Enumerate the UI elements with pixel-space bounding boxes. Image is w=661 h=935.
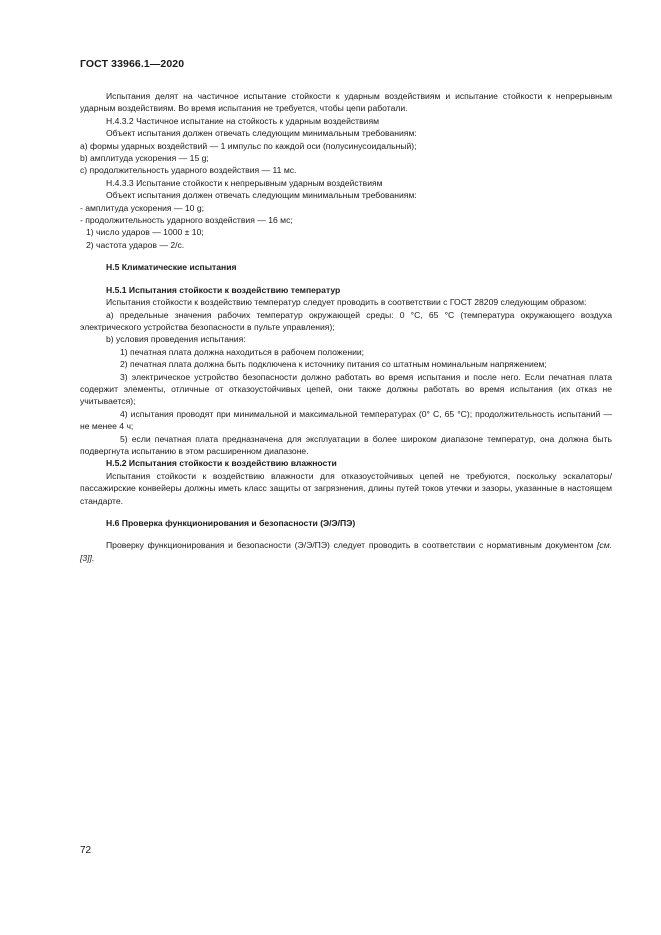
dash-item-2: - продолжительность ударного воздействия — 16 мс; bbox=[80, 215, 293, 226]
paragraph-h5-2: Испытания стойкости к воздействию влажности для отказоустойчивых цепей не требуются, поскольку эскалаторы/пассажирские конвейеры должны иметь класс защиты от загрязнения, длины путей токов утечки и зазоры, указанные в настоящем стандарте. bbox=[80, 470, 612, 506]
dash-item-1: - амплитуда ускорения — 10 g; bbox=[80, 202, 205, 213]
paragraph-h5-1-b2: 2) печатная плата должна быть подключена к источнику питания со штатным номинальным напряжением; bbox=[120, 359, 547, 370]
paragraph-requirements-1: Объект испытания должен отвечать следующим минимальным требованиям: bbox=[106, 128, 417, 139]
paragraph-h5-1-a: а) предельные значения рабочих температур окружающей среды: 0 °С, 65 °С (температура окружающего воздуха электрического устройства безопасности в пульте управления); bbox=[80, 309, 612, 332]
paragraph-intro: Испытания делят на частичное испытание стойкости к ударным воздействиям и испытание стойкости к непрерывным ударным воздействиям. Во время испытания не требуется, чтобы цепи работали. bbox=[80, 91, 612, 114]
heading-h5: Н.5 Климатические испытания bbox=[106, 262, 237, 273]
numbered-item-2: 2) частота ударов — 2/с. bbox=[86, 239, 185, 250]
list-item-b: b) амплитуда ускорения — 15 g; bbox=[80, 153, 209, 164]
list-item-a: а) формы ударных воздействий — 1 импульс по каждой оси (полусинусоидальный); bbox=[80, 140, 417, 151]
paragraph-h6-text: Проверку функционирования и безопасности (Э/Э/ПЭ) следует проводить в соответствии с нормативным документом bbox=[106, 540, 598, 551]
heading-h5-1: Н.5.1 Испытания стойкости к воздействию температур bbox=[106, 284, 341, 295]
heading-h4-3-2: Н.4.3.2 Частичное испытание на стойкость к ударным воздействиям bbox=[106, 115, 380, 126]
document-body bbox=[80, 90, 612, 564]
paragraph-h6 bbox=[80, 539, 612, 564]
heading-h6: Н.6 Проверка функционирования и безопасности (Э/Э/ПЭ) bbox=[106, 518, 356, 528]
numbered-item-1: 1) число ударов — 1000 ± 10; bbox=[86, 227, 204, 238]
page-number: 72 bbox=[80, 845, 92, 856]
heading-h4-3-3: Н.4.3.3 Испытание стойкости к непрерывным ударным воздействиям bbox=[106, 177, 383, 188]
paragraph-requirements-2: Объект испытания должен отвечать следующим минимальным требованиям: bbox=[106, 190, 417, 201]
reference-link: [см. [3]]. bbox=[80, 540, 612, 563]
paragraph-h5-1-b5: 5) если печатная плата предназначена для эксплуатации в более широком диапазоне температур, она должна быть подвергнута испытанию в этом расширенном диапазоне. bbox=[80, 433, 612, 456]
paragraph-h5-1: Испытания стойкости к воздействию температур следует проводить в соответствии с ГОСТ 28209 следующим образом: bbox=[106, 297, 587, 308]
paragraph-h5-1-b1: 1) печатная плата должна находиться в рабочем положении; bbox=[120, 346, 365, 357]
heading-h5-2: Н.5.2 Испытания стойкости к воздействию влажности bbox=[106, 458, 337, 469]
document-header: ГОСТ 33966.1—2020 bbox=[80, 58, 185, 70]
list-item-c: с) продолжительность ударного воздействия — 11 мс. bbox=[80, 165, 297, 176]
paragraph-h5-1-b: b) условия проведения испытания: bbox=[106, 334, 246, 345]
paragraph-h5-1-b3: 3) электрическое устройство безопасности должно работать во время испытания и после него. Если печатная плата содержит элементы, отличные от отказоустойчивых цепей, они также должны работать во время испытания (их отказ не учитывается); bbox=[80, 371, 612, 407]
paragraph-h5-1-b4: 4) испытания проводят при минимальной и максимальной температурах (0° С, 65 °С); продолжительность испытаний — не менее 4 ч; bbox=[80, 408, 612, 432]
